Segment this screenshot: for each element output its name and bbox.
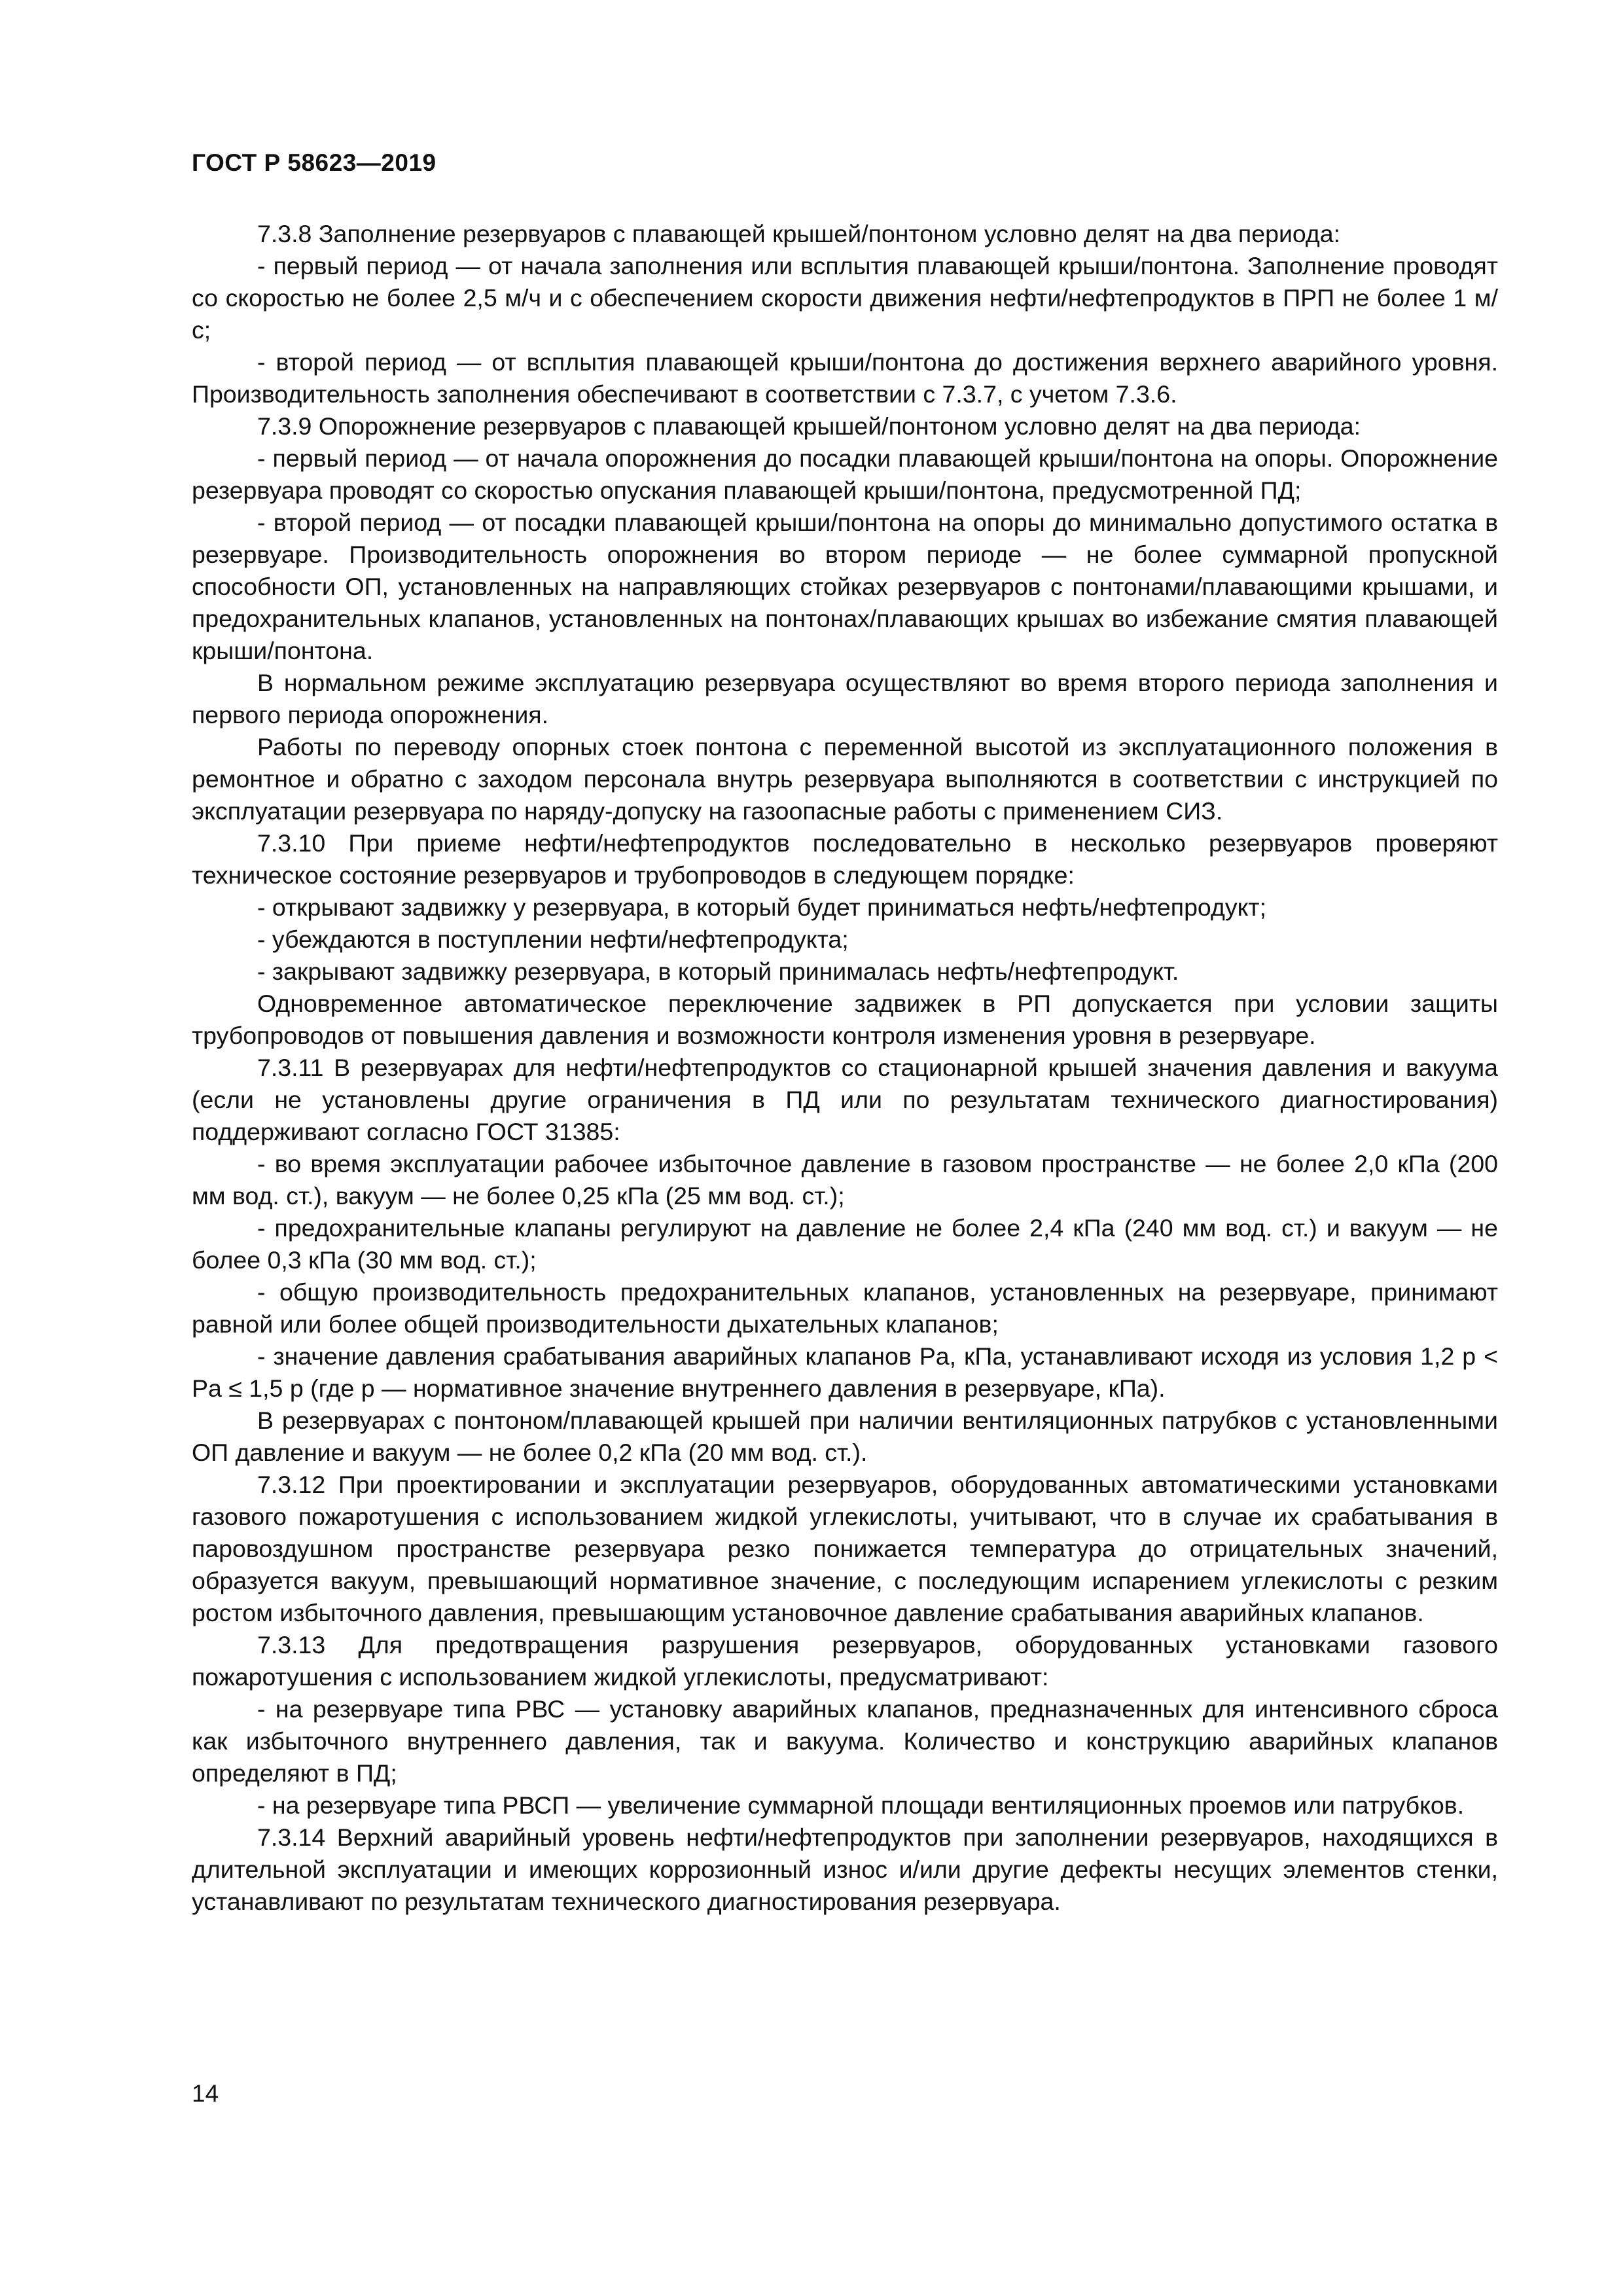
page-number: 14: [192, 2080, 219, 2107]
paragraph: - общую производительность предохранительных клапанов, установленных на резервуаре, принимают равной или более общей производительности дыхательных клапанов;: [192, 1278, 1498, 1338]
paragraph: - убеждаются в поступлении нефти/нефтепродукта;: [257, 925, 849, 953]
paragraph: 7.3.10 При приеме нефти/нефтепродуктов последовательно в несколько резервуаров проверяют техническое состояние резервуаров и трубопроводов в следующем порядке:: [192, 829, 1498, 889]
paragraph: - во время эксплуатации рабочее избыточное давление в газовом пространстве — не более 2,0 кПа (200 мм вод. ст.), вакуум — не более 0,25 кПа (25 мм вод. ст.);: [192, 1150, 1498, 1210]
paragraph: Одновременное автоматическое переключение задвижек в РП допускается при условии защиты трубопроводов от повышения давления и возможности контроля изменения уровня в резервуаре.: [192, 990, 1498, 1049]
paragraph: - закрывают задвижку резервуара, в который принималась нефть/нефтепродукт.: [257, 958, 1179, 985]
document-header: ГОСТ Р 58623—2019: [192, 149, 437, 176]
paragraph: - первый период — от начала заполнения или всплытия плавающей крыши/понтона. Заполнение проводят со скоростью не более 2,5 м/ч и с обеспечением скорости движения нефти/нефтепродуктов в ПРП не более 1 м/с;: [192, 252, 1498, 344]
paragraph: - значение давления срабатывания аварийных клапанов Pa, кПа, устанавливают исходя из условия 1,2 p < Pa ≤ 1,5 p (где p — нормативное значение внутреннего давления в резервуаре, кПа).: [192, 1342, 1498, 1402]
paragraph: 7.3.11 В резервуарах для нефти/нефтепродуктов со стационарной крышей значения давления и вакуума (если не установлены другие ограничения в ПД или по результатам технического диагностирования) поддерживают согласно ГОСТ 31385:: [192, 1054, 1498, 1145]
paragraph: - на резервуаре типа РВС — установку аварийных клапанов, предназначенных для интенсивного сброса как избыточного внутреннего давления, так и вакуума. Количество и конструкцию аварийных клапанов определяют в ПД;: [192, 1695, 1498, 1787]
paragraph: 7.3.14 Верхний аварийный уровень нефти/нефтепродуктов при заполнении резервуаров, находящихся в длительной эксплуатации и имеющих коррозионный износ и/или другие дефекты несущих элементов стенки, устанавливают по результатам технического диагностирования резервуара.: [192, 1823, 1498, 1915]
paragraph: - второй период — от посадки плавающей крыши/понтона на опоры до минимально допустимого остатка в резервуаре. Производительность опорожнения во втором периоде — не более суммарной пропускной способности ОП, установленных на направляющих стойках резервуаров с понтонами/плавающими крышами, и предохранительных клапанов, установленных на понтонах/плавающих крышах во избежание смятия плавающей крыши/понтона.: [192, 509, 1498, 664]
document-body: [192, 218, 1498, 1918]
paragraph: В резервуарах с понтоном/плавающей крышей при наличии вентиляционных патрубков с установленными ОП давление и вакуум — не более 0,2 кПа (20 мм вод. ст.).: [192, 1407, 1498, 1466]
paragraph: - первый период — от начала опорожнения до посадки плавающей крыши/понтона на опоры. Опорожнение резервуара проводят со скоростью опускания плавающей крыши/понтона, предусмотренной ПД;: [192, 444, 1498, 504]
paragraph: В нормальном режиме эксплуатацию резервуара осуществляют во время второго периода заполнения и первого периода опорожнения.: [192, 669, 1498, 728]
paragraph: - предохранительные клапаны регулируют на давление не более 2,4 кПа (240 мм вод. ст.) и вакуум — не более 0,3 кПа (30 мм вод. ст.);: [192, 1214, 1498, 1274]
paragraph: - на резервуаре типа РВСП — увеличение суммарной площади вентиляционных проемов или патрубков.: [257, 1791, 1465, 1819]
paragraph: Работы по переводу опорных стоек понтона с переменной высотой из эксплуатационного положения в ремонтное и обратно с заходом персонала внутрь резервуара выполняются в соответствии с инструкцией по эксплуатации резервуара по наряду-допуску на газоопасные работы с применением СИЗ.: [192, 733, 1498, 825]
paragraph: - открывают задвижку у резервуара, в который будет приниматься нефть/нефтепродукт;: [257, 893, 1267, 921]
paragraph: 7.3.9 Опорожнение резервуаров с плавающей крышей/понтоном условно делят на два периода:: [257, 412, 1361, 440]
paragraph: 7.3.12 При проектировании и эксплуатации резервуаров, оборудованных автоматическими установками газового пожаротушения с использованием жидкой углекислоты, учитывают, что в случае их срабатывания в паровоздушном пространстве резервуара резко понижается температура до отрицательных значений, образуется вакуум, превышающий нормативное значение, с последующим испарением углекислоты с резким ростом избыточного давления, превышающим установочное давление срабатывания аварийных клапанов.: [192, 1471, 1498, 1626]
paragraph: 7.3.13 Для предотвращения разрушения резервуаров, оборудованных установками газового пожаротушения с использованием жидкой углекислоты, предусматривают:: [192, 1631, 1498, 1691]
paragraph: 7.3.8 Заполнение резервуаров с плавающей крышей/понтоном условно делят на два периода:: [257, 220, 1341, 247]
paragraph: - второй период — от всплытия плавающей крыши/понтона до достижения верхнего аварийного уровня. Производительность заполнения обеспечивают в соответствии с 7.3.7, с учетом 7.3.6.: [192, 348, 1498, 408]
